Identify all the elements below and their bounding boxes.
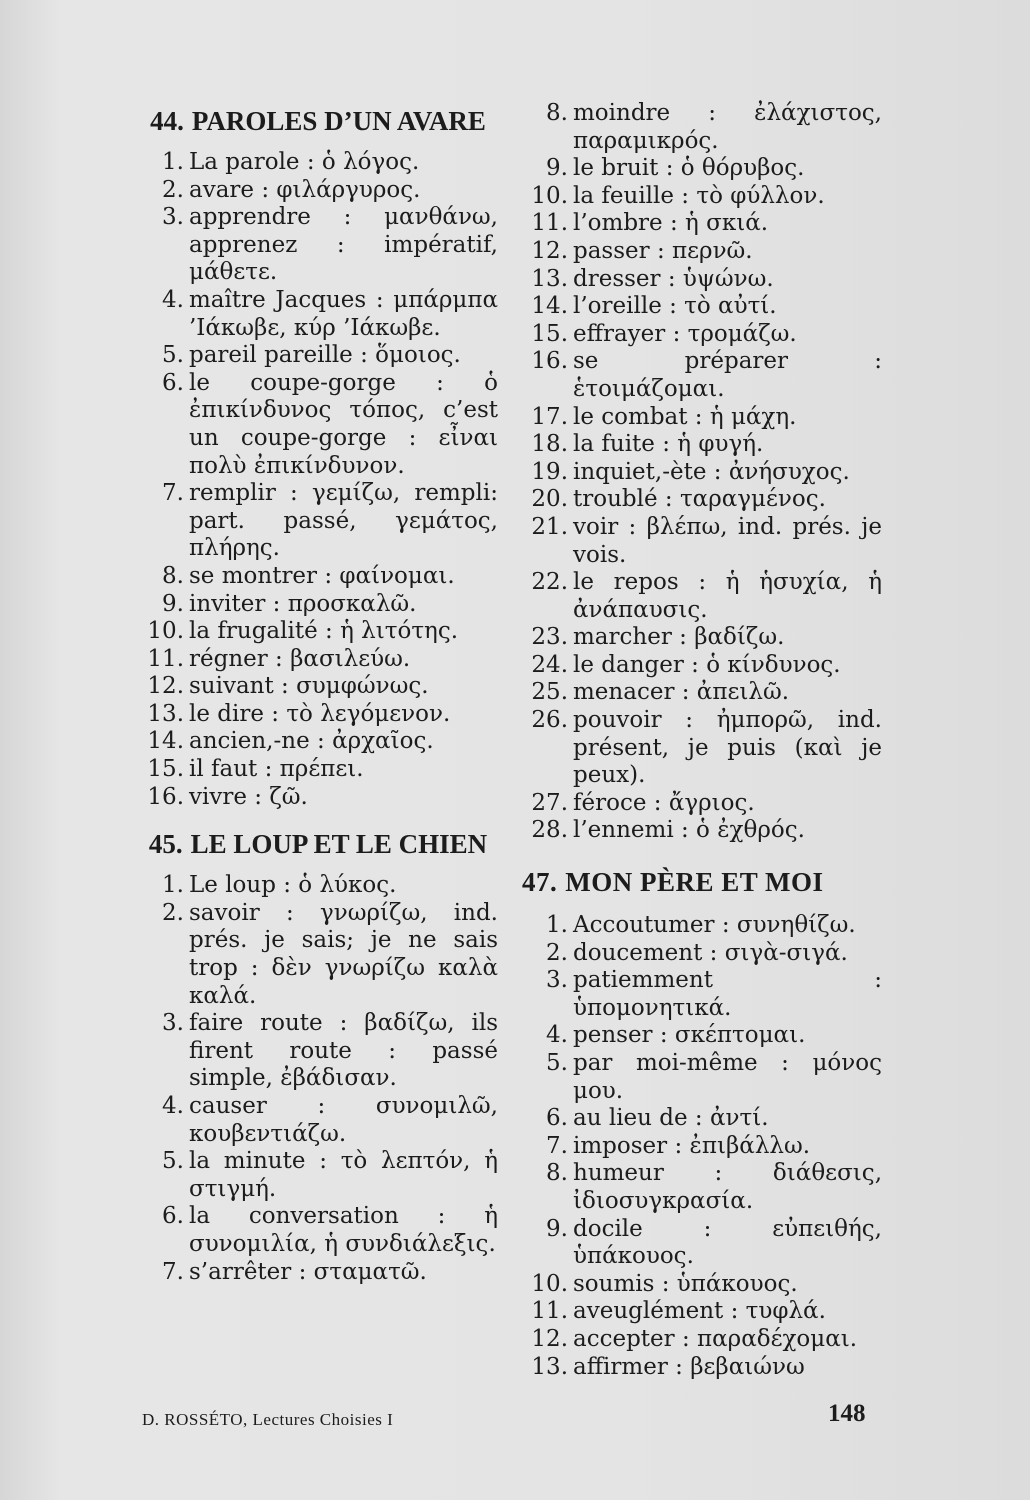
footer-source: D. ROSSÉTO, Lectures Choisies I (142, 1410, 394, 1429)
right-column (522, 100, 882, 1381)
vocab-entry (522, 1271, 882, 1299)
vocab-entry (522, 321, 882, 349)
entry-number: 13. (147, 700, 184, 727)
vocab-entry (522, 100, 882, 155)
entry-number: 12. (147, 673, 184, 700)
entry-number: 1. (162, 872, 184, 899)
entry-number: 9. (162, 590, 184, 617)
entry-number: 15. (147, 756, 184, 783)
entry-number: 17. (531, 403, 568, 430)
entry-text: dresser : ὑψώνω. (573, 265, 774, 292)
vocab-entry (522, 790, 882, 818)
entry-number: 12. (531, 237, 568, 264)
entry-text: inquiet,-ète : ἀνήσυχος. (573, 458, 850, 485)
section-47-number: 47. (522, 867, 558, 898)
vocab-entry (522, 569, 882, 624)
section-47-title: MON PÈRE ET MOI (565, 867, 824, 898)
entry-text: la fuite : ἡ φυγή. (573, 431, 764, 458)
section-45-title: LE LOUP ET LE CHIEN (190, 829, 488, 860)
entry-number: 20. (531, 486, 568, 513)
vocab-entry (138, 1259, 498, 1287)
entry-number: 1. (162, 149, 184, 175)
entry-text: faire route : βαδίζω, ils firent route : passé simple, ἐβάδισαν. (189, 1010, 498, 1092)
vocab-entry (138, 149, 498, 177)
vocab-entry (522, 1160, 882, 1215)
vocab-entry (138, 1010, 498, 1093)
entry-text: accepter : παραδέχομαι. (573, 1325, 858, 1352)
vocab-entry (522, 912, 882, 940)
entry-text: avare : φιλάργυρος. (189, 176, 421, 203)
entry-number: 25. (531, 679, 568, 706)
vocab-entry (138, 204, 498, 287)
vocab-entry (138, 342, 498, 370)
section-45-list (138, 872, 498, 1286)
entry-text: Accoutumer : συνηθίζω. (573, 912, 856, 939)
entry-text: doucement : σιγὰ-σιγά. (573, 939, 848, 966)
section-44-heading (138, 106, 498, 137)
vocab-entry (138, 563, 498, 591)
vocab-entry (522, 431, 882, 459)
entry-number: 8. (546, 100, 568, 126)
entry-text: voir : βλέπω, ind. prés. je vois. (573, 513, 882, 568)
entry-number: 2. (546, 939, 568, 966)
entry-number: 10. (531, 1270, 568, 1297)
entry-number: 1. (546, 912, 568, 939)
vocab-entry (138, 673, 498, 701)
entry-text: La parole : ὁ λόγος. (189, 149, 420, 175)
vocab-entry (522, 266, 882, 294)
entry-text: le coupe-gorge : ὁ ἐπικίνδυνος τόπος, c’est un coupe-gorge : εἶναι πολὺ ἐπικίνδυνον. (189, 369, 498, 479)
entry-text: le combat : ἡ μάχη. (573, 403, 797, 430)
entry-text: aveuglément : τυφλά. (573, 1298, 826, 1325)
vocab-entry (522, 404, 882, 432)
section-45-heading (138, 829, 498, 860)
entry-text: la feuille : τὸ φύλλον. (573, 182, 825, 209)
entry-number: 13. (531, 1353, 568, 1380)
vocab-entry (138, 287, 498, 342)
vocab-entry (522, 624, 882, 652)
vocab-entry (138, 618, 498, 646)
entry-number: 12. (531, 1325, 568, 1352)
entry-number: 15. (531, 320, 568, 347)
entry-number: 11. (531, 210, 568, 237)
entry-number: 26. (531, 707, 568, 734)
entry-number: 14. (147, 728, 184, 755)
entry-text: par moi-même : μόνος μου. (573, 1050, 882, 1104)
vocab-entry (522, 183, 882, 211)
vocab-entry (522, 652, 882, 680)
entry-text: affirmer : βεβαιώνω (573, 1353, 805, 1380)
vocab-entry (522, 679, 882, 707)
section-45-continued-list (522, 100, 882, 845)
entry-number: 8. (546, 1160, 568, 1187)
entry-text: au lieu de : ἀντί. (573, 1105, 769, 1132)
entry-text: maître Jacques : μπάρμπα ’Ιάκωβε, κύρ ’Ιάκωβε. (189, 286, 498, 341)
entry-number: 10. (147, 618, 184, 645)
entry-text: imposer : ἐπιβάλλω. (573, 1132, 811, 1159)
vocab-entry (522, 459, 882, 487)
vocab-entry (138, 872, 498, 900)
vocab-entry (138, 1203, 498, 1258)
section-44-title: PAROLES D’UN AVARE (191, 106, 486, 136)
vocab-entry (522, 238, 882, 266)
entry-text: pareil pareille : ὅμοιος. (189, 342, 461, 369)
entry-number: 7. (546, 1132, 568, 1159)
vocab-entry (522, 1354, 882, 1382)
vocab-entry (522, 1216, 882, 1271)
entry-text: soumis : ὑπάκουος. (573, 1270, 798, 1297)
entry-number: 27. (531, 789, 568, 816)
entry-text: pouvoir : ἠμπορῶ, ind. présent, je puis (καὶ je peux). (573, 707, 882, 789)
entry-text: Le loup : ὁ λύκος. (189, 872, 397, 899)
entry-number: 24. (531, 651, 568, 678)
vocab-entry (522, 940, 882, 968)
vocab-entry (522, 348, 882, 403)
section-44-number: 44. (150, 106, 184, 136)
entry-number: 6. (546, 1105, 568, 1132)
entry-text: le bruit : ὁ θόρυβος. (573, 155, 805, 182)
entry-number: 23. (531, 624, 568, 651)
entry-text: moindre : ἐλάχιστος, παραμικρός. (573, 100, 882, 154)
entry-number: 14. (531, 293, 568, 320)
entry-number: 19. (531, 458, 568, 485)
entry-number: 9. (546, 155, 568, 182)
vocab-entry (522, 1105, 882, 1133)
entry-number: 13. (531, 265, 568, 292)
entry-text: effrayer : τρομάζω. (573, 320, 797, 347)
entry-number: 5. (162, 1148, 184, 1175)
entry-text: inviter : προσκαλῶ. (189, 590, 417, 617)
entry-text: ancien,-ne : ἀρχαῖος. (189, 728, 434, 755)
entry-number: 16. (531, 348, 568, 375)
vocab-entry (522, 514, 882, 569)
entry-number: 2. (162, 176, 184, 203)
entry-text: remplir : γεμίζω, rempli: part. passé, γεμάτος, πλήρης. (189, 480, 498, 562)
entry-number: 16. (147, 783, 184, 810)
left-column (138, 100, 498, 1286)
vocab-entry (138, 701, 498, 729)
vocab-entry (138, 1148, 498, 1203)
vocab-entry (138, 1093, 498, 1148)
entry-number: 21. (531, 513, 568, 540)
entry-text: penser : σκέπτομαι. (573, 1022, 806, 1049)
vocab-entry (522, 1326, 882, 1354)
entry-number: 18. (531, 431, 568, 458)
entry-text: s’arrêter : σταματῶ. (189, 1258, 427, 1285)
entry-text: il faut : πρέπει. (189, 756, 364, 783)
entry-number: 4. (162, 1093, 184, 1119)
entry-text: le repos : ἡ ἡσυχία, ἡ ἀνάπαυσις. (573, 569, 882, 623)
entry-text: docile : εὐπειθής, ὑπάκουος. (573, 1215, 882, 1270)
entry-number: 4. (546, 1022, 568, 1049)
entry-text: suivant : συμφώνως. (189, 673, 429, 700)
vocab-entry (522, 1050, 882, 1105)
entry-number: 4. (162, 286, 184, 313)
entry-number: 6. (162, 1203, 184, 1230)
page-number: 148 (828, 1400, 866, 1427)
vocab-entry (522, 210, 882, 238)
entry-number: 11. (531, 1298, 568, 1325)
entry-text: la conversation : ἡ συνομιλία, ἡ συνδιάλεξις. (189, 1203, 498, 1257)
vocab-entry (138, 177, 498, 205)
entry-number: 5. (162, 342, 184, 369)
vocab-entry (138, 370, 498, 480)
entry-number: 9. (546, 1215, 568, 1242)
vocab-entry (522, 1133, 882, 1161)
section-47-heading (522, 867, 882, 898)
entry-text: la minute : τὸ λεπτόν, ἡ στιγμή. (189, 1148, 498, 1202)
vocab-entry (522, 707, 882, 790)
vocab-entry (522, 486, 882, 514)
entry-text: la frugalité : ἡ λιτότης. (189, 618, 459, 645)
entry-number: 3. (546, 967, 568, 994)
vocab-entry (138, 756, 498, 784)
vocab-entry (522, 1022, 882, 1050)
entry-number: 7. (162, 1258, 184, 1285)
vocab-entry (138, 646, 498, 674)
vocab-entry (522, 967, 882, 1022)
entry-text: féroce : ἄγριος. (573, 789, 755, 816)
vocab-entry (138, 784, 498, 812)
entry-text: l’ennemi : ὁ ἐχθρός. (573, 817, 805, 844)
entry-text: apprendre : μανθάνω, apprenez : impératif, μάθετε. (189, 204, 498, 286)
entry-text: savoir : γνωρίζω, ind. prés. je sais; je ne sais trop : δὲν γνωρίζω καλὰ καλά. (189, 899, 498, 1009)
entry-number: 11. (147, 645, 184, 672)
entry-text: marcher : βαδίζω. (573, 624, 785, 651)
entry-number: 10. (531, 182, 568, 209)
entry-number: 3. (162, 1010, 184, 1037)
entry-text: patiemment : ὑπομονητικά. (573, 967, 882, 1021)
section-44-list (138, 149, 498, 811)
vocab-entry (138, 728, 498, 756)
entry-number: 3. (162, 204, 184, 231)
vocab-entry (522, 1298, 882, 1326)
entry-text: l’oreille : τὸ αὐτί. (573, 293, 777, 320)
entry-text: le danger : ὁ κίνδυνος. (573, 651, 841, 678)
entry-text: passer : περνῶ. (573, 237, 753, 264)
entry-number: 8. (162, 562, 184, 589)
entry-text: causer : συνομιλῶ, κουβεντιάζω. (189, 1093, 498, 1147)
entry-number: 28. (531, 817, 568, 844)
vocab-entry (522, 293, 882, 321)
section-47-list (522, 912, 882, 1381)
entry-number: 2. (162, 899, 184, 926)
vocab-entry (138, 591, 498, 619)
entry-text: se préparer : ἑτοιμάζομαι. (573, 348, 882, 402)
entry-text: le dire : τὸ λεγόμενον. (189, 700, 451, 727)
entry-number: 7. (162, 480, 184, 507)
section-45-number: 45. (148, 829, 183, 860)
entry-number: 5. (546, 1050, 568, 1076)
entry-text: menacer : ἀπειλῶ. (573, 679, 790, 706)
vocab-entry (138, 480, 498, 563)
entry-text: troublé : ταραγμένος. (573, 486, 826, 513)
entry-text: régner : βασιλεύω. (189, 645, 411, 672)
entry-number: 6. (162, 369, 184, 396)
entry-text: l’ombre : ἡ σκιά. (573, 210, 769, 237)
entry-text: humeur : διάθεσις, ἰδιοσυγκρασία. (573, 1160, 882, 1214)
entry-text: se montrer : φαίνομαι. (189, 562, 455, 589)
vocab-entry (138, 900, 498, 1010)
entry-number: 22. (531, 569, 568, 596)
entry-text: vivre : ζῶ. (189, 783, 308, 810)
vocab-entry (522, 155, 882, 183)
vocab-entry (522, 817, 882, 845)
